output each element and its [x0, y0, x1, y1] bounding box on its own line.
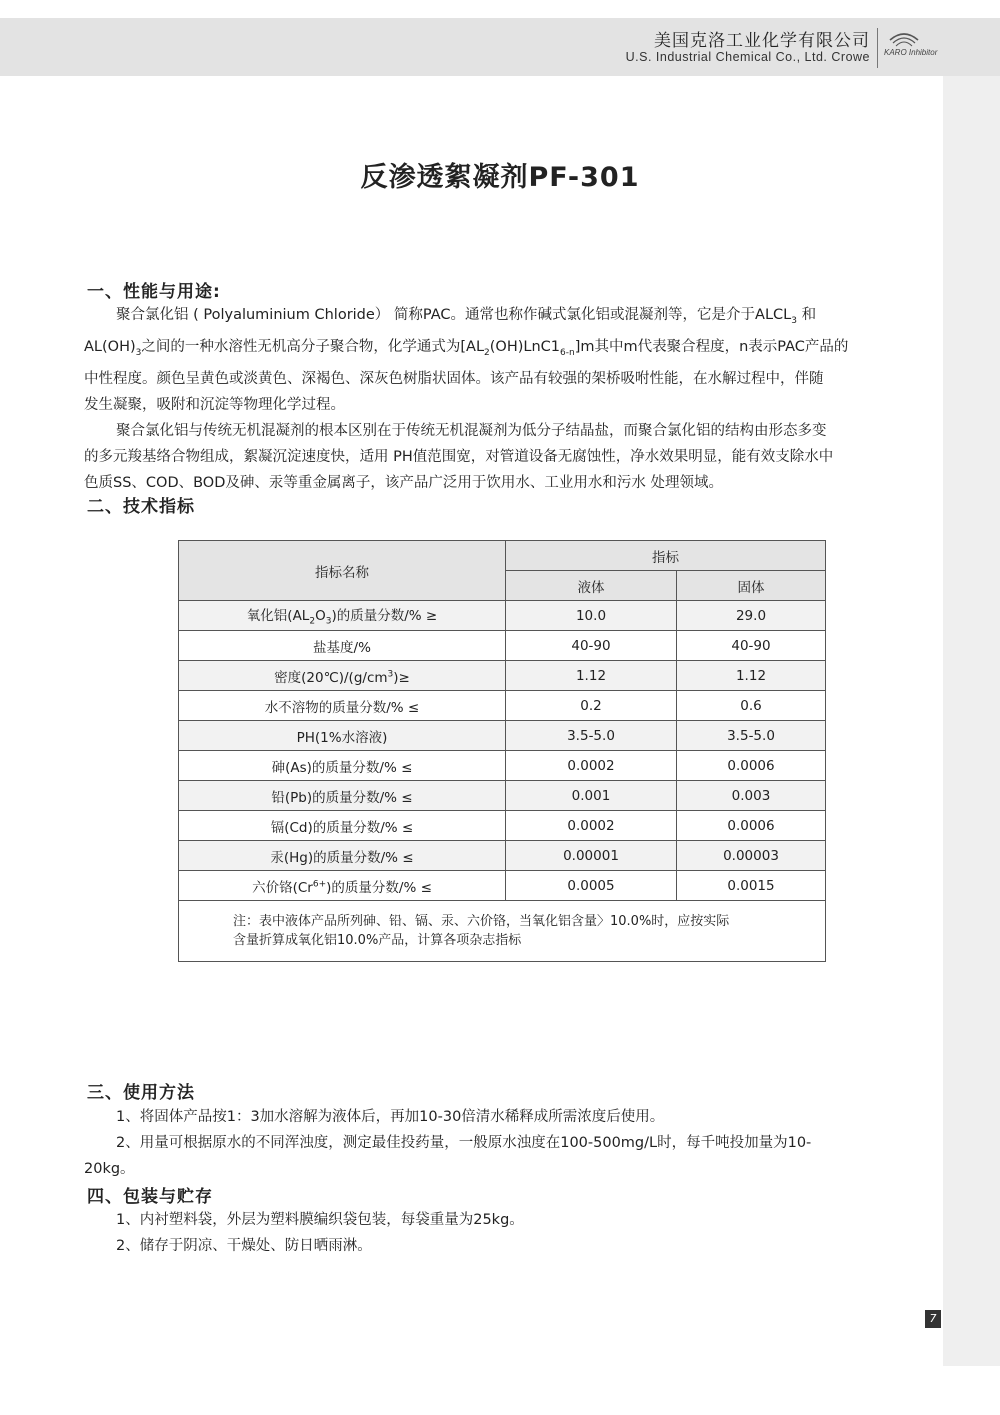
row-solid-value: 29.0 — [677, 601, 826, 631]
header-divider — [877, 28, 878, 68]
table-row — [179, 631, 826, 661]
usage-item-1: 1、将固体产品按1：3加水溶解为液体后，再加10-30倍清水稀释成所需浓度后使用。 — [116, 1109, 665, 1125]
row-name-sup: 3 — [387, 669, 394, 679]
row-liquid-value: 3.5-5.0 — [506, 721, 677, 751]
section-3-heading: 三、使用方法 — [87, 1083, 195, 1103]
p1-line-a-tail: 和 — [796, 307, 817, 323]
p1-line-b1: AL(OH) — [84, 338, 136, 355]
section-1-body — [84, 302, 930, 496]
p1-line-b4: ]m其中m代表聚合程度，n表示PAC产品的 — [574, 338, 849, 355]
row-name-b: O — [315, 608, 326, 625]
p1-sub-b2: 2 — [484, 347, 490, 358]
company-name-cn: 美国克洛工业化学有限公司 — [654, 31, 870, 51]
table-row — [179, 691, 826, 721]
row-name-cell — [179, 661, 506, 691]
row-liquid-value: 0.0002 — [506, 811, 677, 841]
col-header-name: 指标名称 — [179, 541, 506, 601]
usage-item-2a: 2、用量可根据原水的不同浑浊度，测定最佳投药量，一般原水浊度在100-500mg/L时，每千吨投加量为10- — [116, 1135, 812, 1151]
section-3-body — [84, 1104, 930, 1182]
table-row — [179, 841, 826, 871]
spec-table — [178, 540, 826, 962]
paragraph-1-line-c: 中性程度。颜色呈黄色或淡黄色、深褐色、深灰色树脂状固体。该产品有较强的架桥吸咐性能，在水解过程中，伴随 — [84, 370, 824, 387]
row-liquid-value: 0.2 — [506, 691, 677, 721]
p1-line-b2: 之间的一种水溶性无机高分子聚合物，化学通式为[AL — [141, 338, 485, 355]
row-liquid-value: 0.0002 — [506, 751, 677, 781]
paragraph-1-line-d: 发生凝聚，吸附和沉淀等物理化学过程。 — [84, 396, 345, 413]
row-name-cell — [179, 631, 506, 661]
row-liquid-value: 0.00001 — [506, 841, 677, 871]
table-row — [179, 721, 826, 751]
row-liquid-value: 0.0005 — [506, 871, 677, 901]
row-name-c: )≥ — [393, 669, 410, 686]
table-row — [179, 781, 826, 811]
row-liquid-value: 1.12 — [506, 661, 677, 691]
row-name-cell — [179, 751, 506, 781]
table-note-row — [179, 901, 826, 962]
table-row — [179, 751, 826, 781]
row-liquid-value: 40-90 — [506, 631, 677, 661]
paragraph-2-line-c: 色质SS、COD、BOD及砷、汞等重金属离子，该产品广泛用于饮用水、工业用水和污水 处理领域。 — [84, 474, 723, 491]
row-name-cell — [179, 871, 506, 901]
table-note-line-1: 注：表中液体产品所列砷、铅、镉、汞、六价铬，当氧化铝含量〉10.0%时，应按实际 — [233, 914, 730, 929]
row-name-c: )的质量分数/% ≤ — [326, 879, 432, 896]
col-header-solid: 固体 — [677, 571, 826, 601]
page-number: 7 — [925, 1310, 941, 1328]
row-name: PH(1%水溶液) — [296, 729, 388, 746]
usage-item-2b: 20kg。 — [84, 1161, 135, 1177]
row-solid-value: 1.12 — [677, 661, 826, 691]
paragraph-1 — [84, 302, 930, 334]
p1-line-a: 聚合氯化铝 ( Polyaluminium Chloride） 简称PAC。通常也称作碱式氯化铝或混凝剂等，它是介于ALCL — [116, 307, 792, 323]
row-name: 盐基度/% — [313, 639, 371, 656]
row-name-a: 六价铬(Cr — [252, 879, 313, 896]
row-name-sub2: 3 — [325, 616, 332, 627]
row-solid-value: 0.00003 — [677, 841, 826, 871]
page-title: 反渗透絮凝剂PF-301 — [360, 162, 640, 193]
row-solid-value: 3.5-5.0 — [677, 721, 826, 751]
row-name-cell — [179, 781, 506, 811]
row-liquid-value: 10.0 — [506, 601, 677, 631]
row-name: 汞(Hg)的质量分数/% ≤ — [270, 849, 414, 866]
row-name-c: )的质量分数/% ≥ — [331, 608, 438, 625]
row-name-cell — [179, 811, 506, 841]
paragraph-2-line-b: 的多元羧基络合物组成，絮凝沉淀速度快，适用 PH值范围宽，对管道设备无腐蚀性，净水效果明显，能有效支除水中 — [84, 448, 834, 465]
row-solid-value: 0.0015 — [677, 871, 826, 901]
row-name-cell — [179, 841, 506, 871]
row-solid-value: 40-90 — [677, 631, 826, 661]
storage-item-2: 2、储存于阴凉、干燥处、防日晒雨淋。 — [116, 1238, 372, 1254]
right-margin-strip — [943, 76, 1000, 1366]
paragraph-2-line-a: 聚合氯化铝与传统无机混凝剂的根本区别在于传统无机混凝剂为低分子结晶盐，而聚合氯化铝的结构由形态多变 — [116, 422, 827, 439]
row-name-cell — [179, 601, 506, 631]
table-row — [179, 811, 826, 841]
section-2-heading: 二、技术指标 — [87, 497, 195, 517]
row-name-a: 氧化铝(AL — [246, 608, 310, 625]
table-note — [179, 901, 826, 962]
paragraph-1-cont — [84, 334, 930, 366]
row-solid-value: 0.003 — [677, 781, 826, 811]
table-note-line-2: 含量折算成氧化铝10.0%产品，计算各项杂志指标 — [233, 933, 522, 948]
logo-text: KARO Inhibitor — [884, 48, 938, 57]
table-header-row — [179, 541, 826, 571]
row-solid-value: 0.0006 — [677, 751, 826, 781]
row-name-sub1: 2 — [309, 616, 316, 627]
row-name: 砷(As)的质量分数/% ≤ — [271, 759, 413, 776]
row-name-sup: 6+ — [312, 879, 327, 889]
table-row — [179, 871, 826, 901]
row-name: 水不溶物的质量分数/% ≤ — [264, 699, 420, 716]
section-4-body — [84, 1207, 930, 1259]
table-row — [179, 601, 826, 631]
row-name-cell — [179, 721, 506, 751]
col-header-group: 指标 — [506, 541, 826, 571]
p1-sub-b3: 6-n — [560, 347, 575, 358]
row-solid-value: 0.0006 — [677, 811, 826, 841]
section-1-heading: 一、性能与用途: — [87, 282, 221, 302]
col-header-liquid: 液体 — [506, 571, 677, 601]
row-liquid-value: 0.001 — [506, 781, 677, 811]
p1-sub-a: 3 — [791, 315, 797, 326]
row-name-a: 密度(20℃)/(g/cm — [274, 669, 388, 686]
section-4-heading: 四、包装与贮存 — [87, 1187, 213, 1207]
row-name: 铅(Pb)的质量分数/% ≤ — [271, 789, 413, 806]
p1-line-b3: (OH)LnC1 — [489, 338, 561, 355]
row-name-cell — [179, 691, 506, 721]
table-row — [179, 661, 826, 691]
storage-item-1: 1、内衬塑料袋，外层为塑料膜编织袋包装，每袋重量为25kg。 — [116, 1212, 524, 1228]
p1-sub-b1: 3 — [135, 347, 142, 358]
company-name-en: U.S. Industrial Chemical Co., Ltd. Crowe — [625, 50, 870, 64]
row-name: 镉(Cd)的质量分数/% ≤ — [270, 819, 414, 836]
row-solid-value: 0.6 — [677, 691, 826, 721]
